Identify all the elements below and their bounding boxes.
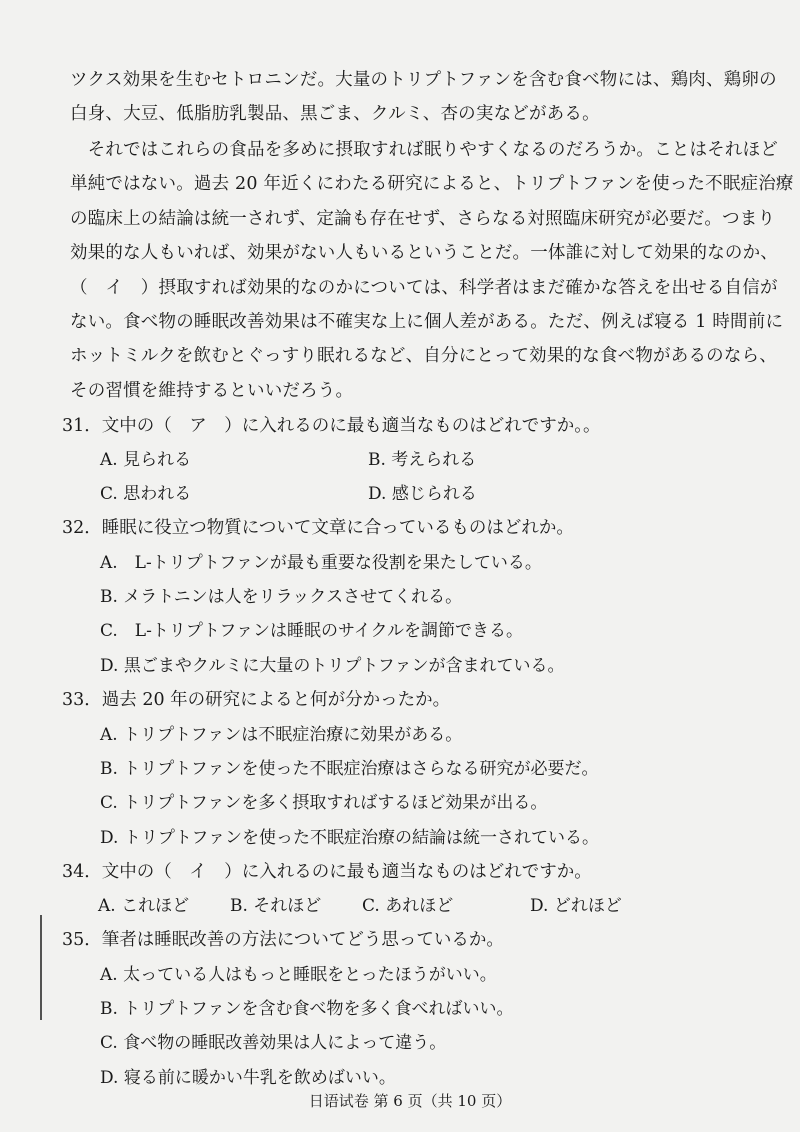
question-31-option-a[interactable]: A. 見られる [100,450,192,470]
question-32-stem: 32．睡眠に役立つ物質について文章に合っているものはどれか。 [62,518,574,538]
question-31-stem: 31．文中の（ ア ）に入れるのに最も適当なものはどれですか。。 [62,416,601,436]
question-34-option-d[interactable]: D. どれほど [530,896,622,916]
question-35-option-b[interactable]: B. トリプトファンを含む食べ物を多く食べればいい。 [100,999,514,1019]
passage-line-8: ない。食べ物の睡眠改善効果は不確実な上に個人差がある。ただ、例えば寝る 1 時間前に [70,312,784,332]
question-31-option-b[interactable]: B. 考えられる [368,450,477,470]
question-31-option-c[interactable]: C. 思われる [100,484,192,504]
passage-line-7: （ イ ）摂取すれば効果的なのかについては、科学者はまだ確かな答えを出せる自信が [70,278,778,298]
question-35-stem: 35．筆者は睡眠改善の方法についてどう思っているか。 [62,930,504,950]
question-33-option-b[interactable]: B. トリプトファンを使った不眠症治療はさらなる研究が必要だ。 [100,759,599,779]
question-34-option-b[interactable]: B. それほど [230,896,322,916]
passage-line-10: その習慣を維持するといいだろう。 [70,381,354,401]
question-33-option-c[interactable]: C. トリプトファンを多く摂取すればするほど効果が出る。 [100,793,548,813]
question-34-option-a[interactable]: A. これほど [98,896,190,916]
question-32-option-b[interactable]: B. メラトニンは人をリラックスさせてくれる。 [100,587,463,607]
question-33-option-a[interactable]: A. トリプトファンは不眠症治療に効果がある。 [100,725,463,745]
passage-line-2: 白身、大豆、低脂肪乳製品、黒ごま、クルミ、杏の実などがある。 [70,104,600,124]
question-32-option-c[interactable]: C. L-トリプトファンは睡眠のサイクルを調節できる。 [100,621,523,641]
question-32-option-d[interactable]: D. 黒ごまやクルミに大量のトリプトファンが含まれている。 [100,656,565,676]
passage-line-5: の臨床上の結論は統一されず、定論も存在せず、さらなる対照臨床研究が必要だ。つまり [70,209,776,229]
passage-line-9: ホットミルクを飲むとぐっすり眠れるなど、自分にとって効果的な食べ物があるのなら、 [70,346,777,366]
question-35-option-d[interactable]: D. 寝る前に暖かい牛乳を飲めばいい。 [100,1068,396,1088]
question-34-option-c[interactable]: C. あれほど [362,896,454,916]
question-35-option-c[interactable]: C. 食べ物の睡眠改善効果は人によって違う。 [100,1033,447,1053]
passage-line-4: 単純ではない。過去 20 年近くにわたる研究によると、トリプトファンを使った不眠症治療 [70,174,794,194]
question-33-option-d[interactable]: D. トリプトファンを使った不眠症治療の結論は統一されている。 [100,828,599,848]
question-33-stem: 33．過去 20 年の研究によると何が分かったか。 [62,690,451,710]
question-34-stem: 34．文中の（ イ ）に入れるのに最も適当なものはどれですか。 [62,862,592,882]
question-32-option-a[interactable]: A. L-トリプトファンが最も重要な役割を果たしている。 [100,553,542,573]
question-35-option-a[interactable]: A. 太っている人はもっと睡眠をとったほうがいい。 [100,965,497,985]
passage-line-3: それではこれらの食品を多めに摂取すれば眠りやすくなるのだろうか。ことはそれほど [70,140,778,160]
passage-line-1: ツクス効果を生むセトロニンだ。大量のトリプトファンを含む食べ物には、鶏肉、鶏卵の [70,70,777,90]
question-31-option-d[interactable]: D. 感じられる [368,484,477,504]
passage-line-6: 効果的な人もいれば、効果がない人もいるということだ。一体誰に対して効果的なのか、 [70,243,778,263]
scan-margin-mark [40,915,42,1020]
page-footer: 日语试卷 第 6 页（共 10 页） [308,1092,512,1110]
